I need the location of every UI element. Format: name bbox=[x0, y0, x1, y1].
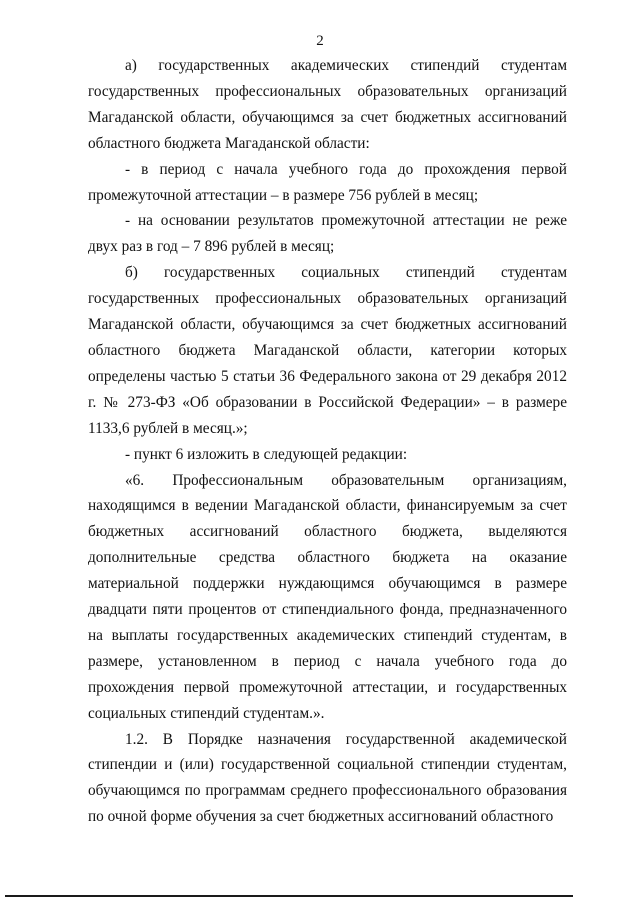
paragraph-section-1-2: 1.2. В Порядке назначения государственной академической стипендии и (или) государственной социальной стипендии студентам, обучающимся по программам среднего профессионального образования по очной форме обучения за счет бюджетных ассигнований областного bbox=[88, 730, 567, 826]
paragraph-item-6-edit: - пункт 6 изложить в следующей редакции: bbox=[125, 445, 408, 463]
paragraph-attestation-amount: - на основании результатов промежуточной аттестации не реже двух раз в год – 7 896 рублей в месяц; bbox=[88, 212, 567, 256]
page-number: 2 bbox=[316, 33, 324, 49]
document-body bbox=[88, 53, 567, 830]
paragraph-first-period-amount: - в период с начала учебного года до прохождения первой промежуточной аттестации – в размере 756 рублей в месяц; bbox=[88, 160, 567, 204]
paragraph-item-6-text: «6. Профессиональным образовательным организациям, находящимся в ведении Магаданской области, финансируемым за счет бюджетных ассигнований областного бюджета, выделяются дополнительные средства областного бюджета на оказание материальной поддержки нуждающимся обучающимся в размере двадцати пяти процентов от стипендиального фонда, предназначенного на выплаты государственных академических стипендий студентам, в размере, установленном в период с начала учебного года до прохождения первой промежуточной аттестации, и государственных социальных стипендий студентам.». bbox=[88, 471, 567, 722]
paragraph-social-scholarships: б) государственных социальных стипендий студентам государственных профессиональных образовательных организаций Магаданской области, обучающимся за счет бюджетных ассигнований областного бюджета Магаданской области, категории которых определены частью 5 статьи 36 Федерального закона от 29 декабря 2012 г. № 273-ФЗ «Об образовании в Российской Федерации» – в размере 1133,6 рублей в месяц.»; bbox=[88, 264, 567, 437]
bottom-rule bbox=[5, 895, 573, 897]
paragraph-academic-scholarships: а) государственных академических стипендий студентам государственных профессиональных образовательных организаций Магаданской области, обучающимся за счет бюджетных ассигнований областного бюджета Магаданской области: bbox=[88, 57, 567, 152]
